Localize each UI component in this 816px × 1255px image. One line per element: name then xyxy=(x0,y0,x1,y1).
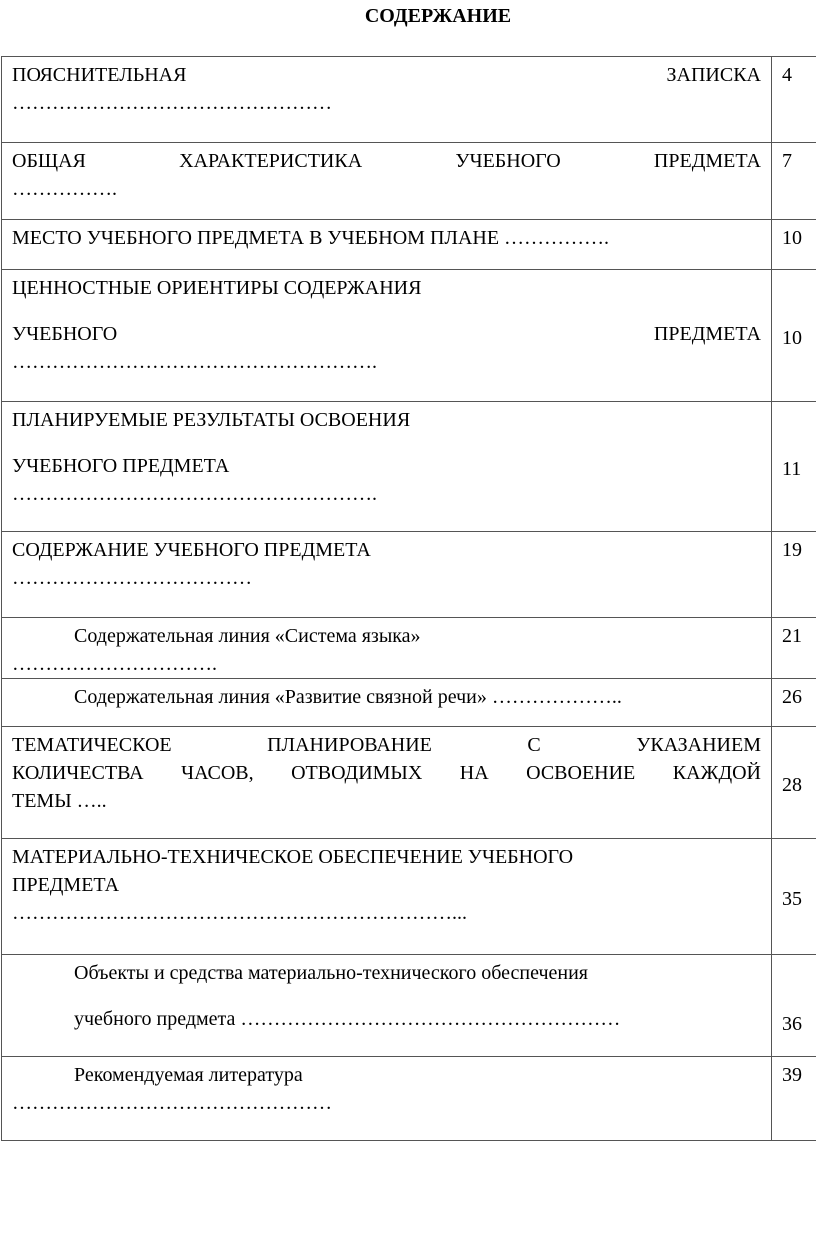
toc-page-number xyxy=(772,955,816,1057)
toc-page-number: 28 xyxy=(772,727,816,839)
toc-row xyxy=(2,1057,816,1141)
toc-entry-line: Объекты и средства материально-технического обеспечения xyxy=(74,962,588,984)
toc-entry-text xyxy=(2,270,772,402)
toc-entry-line: МАТЕРИАЛЬНО-ТЕХНИЧЕСКОЕ ОБЕСПЕЧЕНИЕ УЧЕБНОГО xyxy=(12,846,574,868)
toc-entry-text xyxy=(2,143,772,220)
toc-entry-text xyxy=(2,679,772,727)
toc-row xyxy=(2,143,816,220)
toc-row xyxy=(2,679,816,727)
toc-entry-line: ПРЕДМЕТА xyxy=(12,874,120,896)
toc-leader-dots: ………………………………………………. xyxy=(12,351,377,373)
toc-page-number: 10 xyxy=(772,270,816,402)
toc-leader-dots: ………………………………………………. xyxy=(12,483,377,505)
toc-entry-line: МЕСТО УЧЕБНОГО ПРЕДМЕТА В УЧЕБНОМ ПЛАНЕ ……………. xyxy=(12,227,610,249)
toc-leader-dots: …………………………………………………………... xyxy=(12,902,467,924)
toc-page-number: 11 xyxy=(772,402,816,532)
toc-entry-line: УЧЕБНОГО ПРЕДМЕТА xyxy=(12,323,761,345)
toc-entry-text xyxy=(2,618,772,679)
toc-row xyxy=(2,727,816,839)
toc-entry-line: ТЕМЫ ….. xyxy=(12,790,107,812)
toc-leader-dots: ……………………………… xyxy=(12,567,252,589)
toc-row xyxy=(2,220,816,270)
toc-entry-line: ЦЕННОСТНЫЕ ОРИЕНТИРЫ СОДЕРЖАНИЯ xyxy=(12,277,422,299)
toc-page-number: 4 xyxy=(772,57,816,143)
toc-entry-text xyxy=(2,839,772,955)
toc-row xyxy=(2,57,816,143)
toc-page-number: 7 xyxy=(772,143,816,220)
toc-row xyxy=(2,618,816,679)
toc-entry-text xyxy=(2,955,772,1057)
toc-entry-line: ПЛАНИРУЕМЫЕ РЕЗУЛЬТАТЫ ОСВОЕНИЯ xyxy=(12,409,411,431)
toc-entry-text xyxy=(2,1057,772,1141)
toc-entry-line: Содержательная линия «Система языка» xyxy=(74,625,421,647)
toc-page-number: 21 xyxy=(772,618,816,679)
toc-page-number: 19 xyxy=(772,532,816,618)
toc-page-number: 35 xyxy=(772,839,816,955)
toc-entry-line: УЧЕБНОГО ПРЕДМЕТА xyxy=(12,455,230,477)
toc-leader-dots: ……………. xyxy=(12,178,117,200)
toc-entry-line: ОБЩАЯ ХАРАКТЕРИСТИКА УЧЕБНОГО ПРЕДМЕТА xyxy=(12,150,761,172)
toc-page-number: 26 xyxy=(772,679,816,727)
toc-row xyxy=(2,955,816,1057)
toc-leader-dots: ………………………………………… xyxy=(12,92,332,114)
toc-entry-text xyxy=(2,727,772,839)
toc-entry-text xyxy=(2,57,772,143)
toc-row xyxy=(2,532,816,618)
toc-entry-line: КОЛИЧЕСТВА ЧАСОВ, ОТВОДИМЫХ НА ОСВОЕНИЕ КАЖДОЙ xyxy=(12,762,761,784)
toc-entry-line: Содержательная линия «Развитие связной речи» ……………….. xyxy=(74,686,622,708)
toc-entry-line: Рекомендуемая литература xyxy=(74,1064,303,1086)
toc-entry-line: СОДЕРЖАНИЕ УЧЕБНОГО ПРЕДМЕТА xyxy=(12,539,371,561)
toc-row xyxy=(2,402,816,532)
toc-row xyxy=(2,839,816,955)
toc-entry-text xyxy=(2,220,772,270)
toc-leader-dots: ………………………………………… xyxy=(12,1092,332,1114)
toc-row xyxy=(2,270,816,402)
toc-entry-line: ТЕМАТИЧЕСКОЕ ПЛАНИРОВАНИЕ С УКАЗАНИЕМ xyxy=(12,734,761,756)
toc-entry-line: ПОЯСНИТЕЛЬНАЯ ЗАПИСКА xyxy=(12,64,761,86)
toc-entry-text xyxy=(2,402,772,532)
toc-leader-dots: …………………………. xyxy=(12,653,217,675)
toc-page-number: 39 xyxy=(772,1057,816,1141)
toc-entry-text xyxy=(2,532,772,618)
document-title: СОДЕРЖАНИЕ xyxy=(364,5,512,27)
toc-table xyxy=(1,56,816,1141)
toc-page-number: 10 xyxy=(772,220,816,270)
toc-entry-line: учебного предмета ………………………………………………… xyxy=(74,1008,621,1030)
toc-page-number-value: 36 xyxy=(782,1013,802,1035)
